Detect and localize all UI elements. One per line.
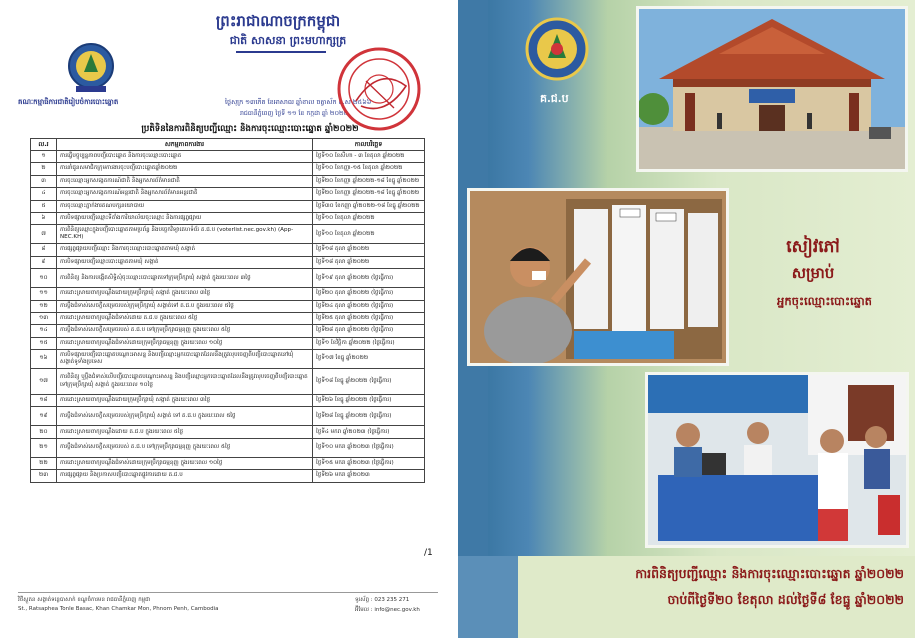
nec-emblem-logo <box>62 42 120 94</box>
table-row <box>31 256 425 268</box>
table-row <box>31 225 425 244</box>
table-row <box>31 457 425 469</box>
table-row <box>31 350 425 369</box>
row-activity: ការដោះស្រាយពាក្យបណ្តឹងដោយ គ.ជ.ប ក្នុងរយៈពេល ៥ថ្ងៃ <box>57 426 313 438</box>
table-header-row <box>31 139 425 151</box>
row-period: ថ្ងៃទី២០ ខែកញ្ញា ឆ្នាំ២០២២-១៨ ខែធ្នូ ឆ្នាំ២០២២ <box>313 175 425 187</box>
row-period: ថ្ងៃទី២៨ តុលា ឆ្នាំ២០២២ (ថ្ងៃធ្វើការ) <box>313 325 425 337</box>
row-number: ១២ <box>31 300 57 312</box>
registration-schedule-table <box>30 138 425 483</box>
row-period: ថ្ងៃទី១៩ តុលា ឆ្នាំ២០២២ (ថ្ងៃធ្វើការ) <box>313 269 425 288</box>
col-header-period: កាលបរិច្ឆេទ <box>313 139 425 151</box>
row-activity: ការប្តឹងជំទាស់សេចក្តីសម្រេចរបស់ គ.ជ.ប ទៅក្រុមប្រឹក្សាធម្មនុញ្ញ ក្នុងរយៈពេល ៥ថ្ងៃ <box>57 325 313 337</box>
row-period: ថ្ងៃទី១០ ខែកញ្ញា-១៥ ខែតុលា ឆ្នាំ២០២២ <box>313 163 425 175</box>
row-period: ថ្ងៃទី២៨ ខែធ្នូ ឆ្នាំ២០២២ (ថ្ងៃធ្វើការ) <box>313 407 425 426</box>
row-number: ១០ <box>31 269 57 288</box>
table-row <box>31 212 425 224</box>
table-row <box>31 325 425 337</box>
cover-title-booklet: សៀវភៅ <box>786 237 840 257</box>
row-period: ថ្ងៃទី២៥ តុលា ឆ្នាំ២០២២ (ថ្ងៃធ្វើការ) <box>313 312 425 324</box>
table-row <box>31 300 425 312</box>
row-number: ៣ <box>31 175 57 187</box>
table-row <box>31 163 425 175</box>
row-period: ថ្ងៃទី១ ខែវិច្ឆិកា ឆ្នាំ២០២២ (ថ្ងៃធ្វើការ) <box>313 337 425 349</box>
heading-flourish <box>236 51 326 53</box>
row-period: ថ្ងៃទី២៤ តុលា ឆ្នាំ២០២២ (ថ្ងៃធ្វើការ) <box>313 300 425 312</box>
table-row <box>31 312 425 324</box>
kingdom-heading: ព្រះរាជាណាចក្រកម្ពុជា <box>215 12 341 30</box>
organization-name: គណៈកម្មាធិការជាតិរៀបចំការបោះឆ្នោត <box>18 98 119 106</box>
table-row <box>31 395 425 407</box>
registration-desk-photo <box>645 372 909 548</box>
row-activity: ការប្តឹងជំទាស់សេចក្តីសម្រេចរបស់ក្រុមប្រឹក្សាឃុំ សង្កាត់ ទៅ គ.ជ.ប ក្នុងរយៈពេល ៥ថ្ងៃ <box>57 407 313 426</box>
row-activity: ការដោះស្រាយពាក្យបណ្តឹងដោយក្រុមប្រឹក្សាឃុំ សង្កាត់ ក្នុងរយៈពេល ៣ថ្ងៃ <box>57 395 313 407</box>
row-period: ថ្ងៃទី១០ ខែតុលា ឆ្នាំ២០២២ <box>313 212 425 224</box>
table-row <box>31 188 425 200</box>
table-row <box>31 369 425 395</box>
row-period: ថ្ងៃទី១៧ ខែធ្នូ ឆ្នាំ២០២២ <box>313 350 425 369</box>
footer-phone: ទូរស័ព្ទ : 023 235 271 <box>355 597 410 603</box>
table-row <box>31 470 425 482</box>
row-period: ថ្ងៃទី១៨ តុលា ឆ្នាំ២០២២ <box>313 256 425 268</box>
row-number: ១៧ <box>31 369 57 395</box>
row-activity: ការដោះស្រាយពាក្យបណ្តឹងដោយក្រុមប្រឹក្សាឃុំ សង្កាត់ ក្នុងរយៈពេល ៣ថ្ងៃ <box>57 288 313 300</box>
row-activity: ការប្តឹងជំទាស់សេចក្តីសម្រេចរបស់ គ.ជ.ប ទៅក្រុមប្រឹក្សាធម្មនុញ្ញ ក្នុងរយៈពេល ៥ថ្ងៃ <box>57 438 313 457</box>
row-period: ថ្ងៃទី១៨ តុលា ឆ្នាំ២០២២ <box>313 244 425 256</box>
row-activity: ការចុះឈ្មោះភ្នាក់ងារគណបក្សនយោបាយ <box>57 200 313 212</box>
row-activity: ការពិនិត្យឈ្មោះក្នុងបញ្ជីបោះឆ្នោតតាមប្រព័ន្ធ និងបច្ចេកវិទ្យាគេហទំព័រ គ.ជ.ប (voterlist.nec.gov.kh) (App-NEC.KH) <box>57 225 313 244</box>
lunar-date-line: ថ្ងៃសុក្រ ១៣កើត ខែអាសាឍ ឆ្នាំខាល ចត្វាស័ក ព.ស ២៥៦៦ <box>225 98 372 106</box>
row-activity: ការធ្វើបច្ចុប្បន្នភាពបញ្ជីបោះឆ្នោត និងការចុះឈ្មោះបោះឆ្នោត <box>57 151 313 163</box>
footer-divider <box>18 592 438 593</box>
row-number: ៨ <box>31 244 57 256</box>
cover-subtitle-line-1: ការពិនិត្យបញ្ជីឈ្មោះ និងការចុះឈ្មោះបោះឆ្នោត ឆ្នាំ២០២២ <box>635 566 904 581</box>
voter-list-illustration <box>470 191 726 363</box>
cover-title-registrants: អ្នកចុះឈ្មោះបោះឆ្នោត <box>777 294 872 308</box>
row-activity: ការចុះឈ្មោះអ្នកសង្កេតការណ៍ជាតិ និងអ្នកសារព័ត៌មានជាតិ <box>57 175 313 187</box>
cover-title-for: សម្រាប់ <box>791 264 835 282</box>
row-period: ថ្ងៃទី២០ តុលា ឆ្នាំ២០២២ (ថ្ងៃធ្វើការ) <box>313 288 425 300</box>
footer-email: អ៊ីមែល : info@nec.gov.kh <box>355 607 420 613</box>
row-activity: ការផ្សព្វផ្សាយបញ្ជីឈ្មោះ និងការចុះឈ្មោះបោះឆ្នោតតាមឃុំ សង្កាត់ <box>57 244 313 256</box>
table-row <box>31 288 425 300</box>
row-activity: ការដោះស្រាយពាក្យបណ្តឹងជំទាស់ដោយ គ.ជ.ប ក្នុងរយៈពេល ៥ថ្ងៃ <box>57 312 313 324</box>
row-activity: ការចុះឈ្មោះអ្នកសង្កេតការណ៍អន្តរជាតិ និងអ្នកសារព័ត៌មានអន្តរជាតិ <box>57 188 313 200</box>
row-period: ថ្ងៃទី៤ មករា ឆ្នាំ២០២៣ (ថ្ងៃធ្វើការ) <box>313 426 425 438</box>
row-number: ១៣ <box>31 312 57 324</box>
row-number: ៩ <box>31 256 57 268</box>
row-period: ថ្ងៃទី២០ ខែកញ្ញា ឆ្នាំ២០២២-១៨ ខែធ្នូ ឆ្នាំ២០២២ <box>313 188 425 200</box>
cover-subtitle-line-2: ចាប់ពីថ្ងៃទី២០ ខែតុលា ដល់ថ្ងៃទី៨ ខែធ្នូ ឆ្នាំ២០២២ <box>667 592 904 607</box>
office-building-photo <box>636 6 908 172</box>
table-row <box>31 200 425 212</box>
document-date-line: រាជធានីភ្នំពេញ ថ្ងៃទី ១១ ខែ កក្កដា ឆ្នាំ ២០២២ <box>240 110 349 117</box>
footer-address-khmer: វិថីស្ងួតន សង្កាត់ទន្លេបាសាក់ ខណ្ឌចំការមន រាជធានីភ្នំពេញ កម្ពុជា <box>18 597 151 603</box>
row-period: ថ្ងៃទី១៥ មករា ឆ្នាំ២០២៣ (ថ្ងៃធ្វើការ) <box>313 457 425 469</box>
row-period: ថ្ងៃទី១៨ ខែធ្នូ ឆ្នាំ២០២២ (ថ្ងៃធ្វើការ) <box>313 369 425 395</box>
row-number: ១១ <box>31 288 57 300</box>
row-number: ៦ <box>31 212 57 224</box>
nec-emblem-logo <box>524 16 590 82</box>
row-number: ១ <box>31 151 57 163</box>
row-number: ៤ <box>31 188 57 200</box>
row-number: ១៥ <box>31 337 57 349</box>
row-activity: ការបិទផ្សាយបញ្ជីបោះឆ្នោតបណ្តោះអាសន្ន និងបញ្ជីឈ្មោះអ្នកបោះឆ្នោតដែលនឹងត្រូវលុបចេញពីបញ្ជីបោះឆ្នោតនៅឃុំ សង្កាត់ទូទាំងប្រទេស <box>57 350 313 369</box>
table-row <box>31 151 425 163</box>
row-period: ថ្ងៃទី១០ ខែសីហា - ៣ ខែតុលា ឆ្នាំ២០២២ <box>313 151 425 163</box>
nec-abbreviation: គ.ជ.ប <box>540 92 569 105</box>
table-row <box>31 337 425 349</box>
calendar-title: ប្រតិទិននៃការពិនិត្យបញ្ជីឈ្មោះ និងការចុះឈ្មោះបោះឆ្នោត ឆ្នាំ២០២២ <box>141 124 359 134</box>
official-stamp <box>336 46 422 132</box>
office-building-illustration <box>639 9 905 169</box>
motto-heading: ជាតិ សាសនា ព្រះមហាក្សត្រ <box>229 34 347 47</box>
row-number: ១៤ <box>31 325 57 337</box>
row-activity: ការប្តឹងជំទាស់សេចក្តីសម្រេចរបស់ក្រុមប្រឹក្សាឃុំ សង្កាត់ទៅ គ.ជ.ប ក្នុងរយៈពេល ៥ថ្ងៃ <box>57 300 313 312</box>
row-number: ២៣ <box>31 470 57 482</box>
row-activity: ការដោះស្រាយពាក្យបណ្តឹងជំទាស់ដោយក្រុមប្រឹក្សាធម្មនុញ្ញ ក្នុងរយៈពេល ១០ថ្ងៃ <box>57 457 313 469</box>
row-period: ថ្ងៃទី២៦ ខែធ្នូ ឆ្នាំ២០២២ (ថ្ងៃធ្វើការ) <box>313 395 425 407</box>
col-header-activity: សកម្មភាពការងារ <box>57 139 313 151</box>
row-number: ៧ <box>31 225 57 244</box>
row-activity: ការនាំជូនសមាជិកក្រុមការងារចុះបញ្ជីបោះឆ្នោតឆ្នាំ២០២២ <box>57 163 313 175</box>
footer-address-english: St., Ratsaphea Tonle Basac, Khan Chamkar Mon, Phnom Penh, Cambodia <box>18 606 219 612</box>
row-activity: ការដោះស្រាយពាក្យបណ្តឹងជំទាស់ដោយក្រុមប្រឹក្សាធម្មនុញ្ញ ក្នុងរយៈពេល ១០ថ្ងៃ <box>57 337 313 349</box>
row-activity: ការពិនិត្យ និងការបង្កើតសិទ្ធិសុំចុះឈ្មោះបោះឆ្នោតទៅក្រុមប្រឹក្សាឃុំ សង្កាត់ ក្នុងរយៈពេល ៣ថ្ងៃ <box>57 269 313 288</box>
registration-desk-illustration <box>648 375 906 545</box>
row-number: ១៩ <box>31 407 57 426</box>
row-period: ថ្ងៃទី៣០ ខែកញ្ញា ឆ្នាំ២០២២-១៨ ខែធ្នូ ឆ្នាំ២០២២ <box>313 200 425 212</box>
voter-list-check-photo <box>467 188 729 366</box>
row-activity: ការផ្សព្វផ្សាយ និងប្រកាសបញ្ជីបោះឆ្នោតផ្លូវការដោយ គ.ជ.ប <box>57 470 313 482</box>
row-activity: ការបិទផ្សាយបញ្ជីឈ្មោះបោះឆ្នោតតាមឃុំ សង្កាត់ <box>57 256 313 268</box>
row-number: ២ <box>31 163 57 175</box>
row-number: ១៦ <box>31 350 57 369</box>
table-row <box>31 407 425 426</box>
row-activity: ការពិនិត្យ ឬប្តឹងជំទាស់លើបញ្ជីបោះឆ្នោតបណ្តោះអាសន្ន និងបញ្ជីឈ្មោះអ្នកបោះឆ្នោតដែលនឹងត្រូវលុបចេញពីបញ្ជីបោះឆ្នោតទៅក្រុមប្រឹក្សាឃុំ សង្កាត់ ក្នុងរយៈពេល ១០ថ្ងៃ <box>57 369 313 395</box>
row-number: ៥ <box>31 200 57 212</box>
row-period: ថ្ងៃទី១០ មករា ឆ្នាំ២០២៣ (ថ្ងៃធ្វើការ) <box>313 438 425 457</box>
row-number: ២២ <box>31 457 57 469</box>
table-row <box>31 175 425 187</box>
schedule-rows <box>31 151 425 483</box>
col-header-number: ល.រ <box>31 139 57 151</box>
table-row <box>31 438 425 457</box>
booklet-cover-page <box>458 0 915 638</box>
row-number: ១៨ <box>31 395 57 407</box>
row-period: ថ្ងៃទី២៦ មករា ឆ្នាំ២០២៣ <box>313 470 425 482</box>
table-row <box>31 426 425 438</box>
row-number: ២០ <box>31 426 57 438</box>
row-period: ថ្ងៃទី១០ ខែតុលា ឆ្នាំ២០២២ <box>313 225 425 244</box>
row-activity: ការបិទផ្សាយបញ្ជីឈ្មោះទីតាំងការិយាល័យចុះឈ្មោះ និងការផ្សព្វផ្សាយ <box>57 212 313 224</box>
page-mark: /1 <box>424 548 433 558</box>
row-number: ២១ <box>31 438 57 457</box>
table-row <box>31 269 425 288</box>
table-row <box>31 244 425 256</box>
